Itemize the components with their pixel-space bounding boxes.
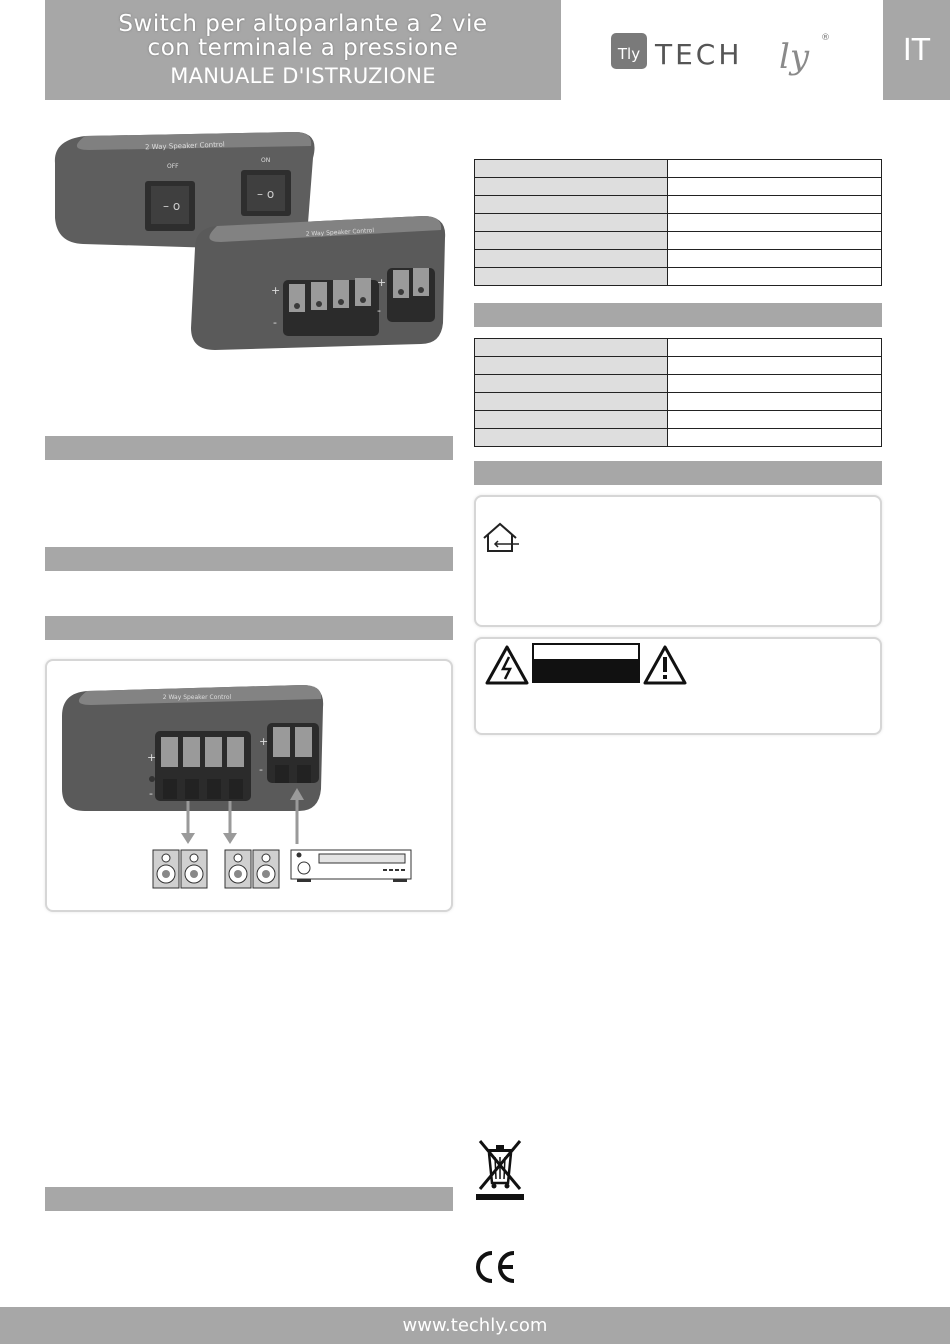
indoor-use-panel [474,495,882,627]
logo-badge-text: Tly [617,45,641,63]
language-code: IT [902,32,931,68]
table-row [475,160,882,178]
switch-label-b: ON [261,157,271,164]
footer-url[interactable]: www.techly.com [402,1315,548,1336]
section-bar-right-2 [474,461,882,485]
section-bar-2 [45,547,453,571]
indoor-house-icon [481,521,521,555]
table-row [475,429,882,447]
svg-text:– o: – o [163,199,181,213]
connection-diagram [47,661,451,910]
table-row [475,268,882,286]
table-row [475,375,882,393]
ce-mark-icon [474,1250,520,1284]
title-line-1: Switch per altoparlante a 2 vie [118,11,488,37]
logo-suffix-text: ly [779,37,810,77]
brand-logo [563,0,881,100]
section-bar-1 [45,436,453,460]
svg-text:-: - [259,763,263,776]
speaker-pair-a-icon [153,850,207,888]
table-row [475,393,882,411]
front-device-label: 2 Way Speaker Control [305,227,375,238]
svg-text:+: + [377,276,387,289]
title-line-2: con terminale a pressione [147,35,459,61]
title-line-3: MANUALE D'ISTRUZIONE [170,64,436,88]
table-row [475,196,882,214]
connection-diagram-panel [45,659,453,912]
table-row [475,339,882,357]
caution-label-top [534,645,638,659]
amplifier-icon [291,850,411,882]
svg-text:+: + [259,735,269,748]
section-bar-4 [45,1187,453,1211]
speaker-pair-b-icon [225,850,279,888]
spec-table-2 [474,338,882,447]
caution-panel [474,637,882,735]
electric-shock-warning-icon [484,644,530,686]
product-photo [45,118,453,356]
techly-logo-icon [607,20,837,80]
svg-text:+: + [271,284,281,297]
svg-text:+: + [147,751,157,764]
weee-crossed-bin-icon [474,1139,526,1203]
table-row [475,250,882,268]
caution-label-box [532,643,640,683]
switch-label-a: OFF [167,163,179,170]
language-tab [883,0,950,100]
svg-text:-: - [149,787,153,800]
section-bar-right-1 [474,303,882,327]
section-bar-3 [45,616,453,640]
svg-text:– o: – o [257,187,275,201]
registered-mark: ® [821,33,830,43]
svg-text:-: - [377,304,381,317]
spec-table-1 [474,159,882,286]
header-title-block [45,0,561,100]
table-row [475,411,882,429]
back-device-label: 2 Way Speaker Control [144,140,225,152]
table-row [475,214,882,232]
footer-bar [0,1307,950,1344]
caution-label-bottom [534,659,638,681]
table-row [475,357,882,375]
svg-text:-: - [273,316,277,329]
table-row [475,178,882,196]
logo-brand-text: TECH [655,38,743,71]
diagram-device-label: 2 Way Speaker Control [162,694,232,701]
exclamation-warning-icon [642,644,688,686]
table-row [475,232,882,250]
